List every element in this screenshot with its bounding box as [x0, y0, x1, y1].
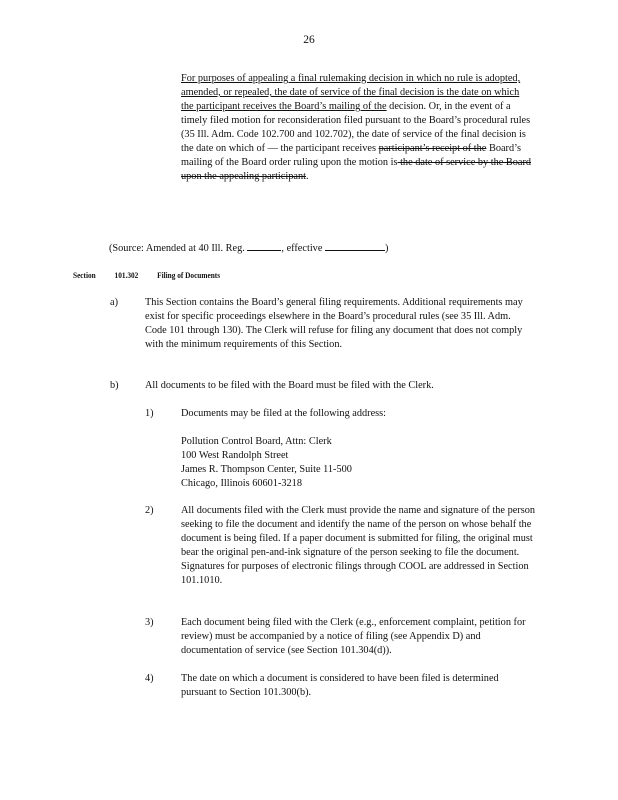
section-title: Filing of Documents — [157, 270, 221, 280]
address-line: Chicago, Illinois 60601-3218 — [181, 478, 302, 489]
mailing-address — [181, 435, 534, 491]
source-mid: , effective — [281, 243, 323, 254]
subitem-text: The date on which a document is considered to have been filed is determined pursuant to Section 101.300(b). — [181, 673, 499, 698]
subitem-text: All documents filed with the Clerk must provide the name and signature of the person seeking to file the document and identify the name of the person on whose behalf the document is being filed. If a paper document is submitted for filing, the original must bear the original pen-and-ink signature of the person seeking to file the document. Signatures for purposes of electronic filings through COOL are addressed in Section 101.1010. — [181, 505, 536, 586]
section-label: Section — [73, 270, 96, 280]
address-line: 100 West Randolph Street — [181, 450, 289, 461]
address-line: James R. Thompson Center, Suite 11-500 — [181, 464, 352, 475]
paragraph-text: . — [305, 171, 309, 182]
paragraph-text: Board’s mailing of the Board order ruling upon the motion is — [181, 143, 521, 168]
source-suffix: ) — [384, 243, 389, 254]
item-text: All documents to be filed with the Board must be filed with the Clerk. — [145, 380, 434, 391]
item-text: This Section contains the Board’s general filing requirements. Additional requirements may exist for specific proceedings elsewhere in the Board’s procedural rules (see 35 Ill. Adm. Code 101 through 130). The Clerk will refuse for filing any document that does not comply with the minimum requirements of this Section. — [145, 297, 523, 350]
section-number: 101.302 — [114, 270, 139, 280]
source-note — [109, 240, 388, 256]
address-line: Pollution Control Board, Attn: Clerk — [181, 436, 332, 447]
struck-text: the date of service by the Board upon the appealing participant — [181, 157, 532, 182]
subitem-text: Each document being filed with the Clerk (e.g., enforcement complaint, petition for review) must be accompanied by a notice of filing (see Appendix D) and documentation of service (see Section 101.304(d)). — [181, 617, 526, 656]
blank-line — [247, 240, 281, 251]
source-prefix: (Source: Amended at 40 Ill. Reg. — [109, 243, 245, 254]
subitem-label: 3) — [145, 617, 154, 628]
section-heading — [73, 268, 237, 282]
subitem-label: 2) — [145, 505, 154, 516]
amended-paragraph — [181, 72, 534, 184]
item-label: b) — [110, 380, 119, 391]
struck-text: participant’s receipt of the — [378, 143, 487, 154]
paragraph-text: the participant receives — [277, 143, 379, 154]
subitem-text: Documents may be filed at the following address: — [181, 408, 387, 419]
page-number: 26 — [303, 34, 315, 46]
subitem-label: 1) — [145, 408, 154, 419]
inserted-text: For purposes of appealing a final rulemaking decision in which no rule is adopted, amended, or repealed, the date of service of the final decision is the date on which the participant receives the Board’s mailing of the — [181, 73, 521, 112]
item-label: a) — [110, 297, 118, 308]
subitem-label: 4) — [145, 673, 154, 684]
paragraph-text: decision. Or, in the event of a timely filed motion for reconsideration filed pursuant to the Board’s procedural rules (35 Ill. Adm. Code 102.700 and 102.702), the date of service of the final decision is the date on which of — — [181, 101, 531, 154]
blank-line — [325, 240, 385, 251]
